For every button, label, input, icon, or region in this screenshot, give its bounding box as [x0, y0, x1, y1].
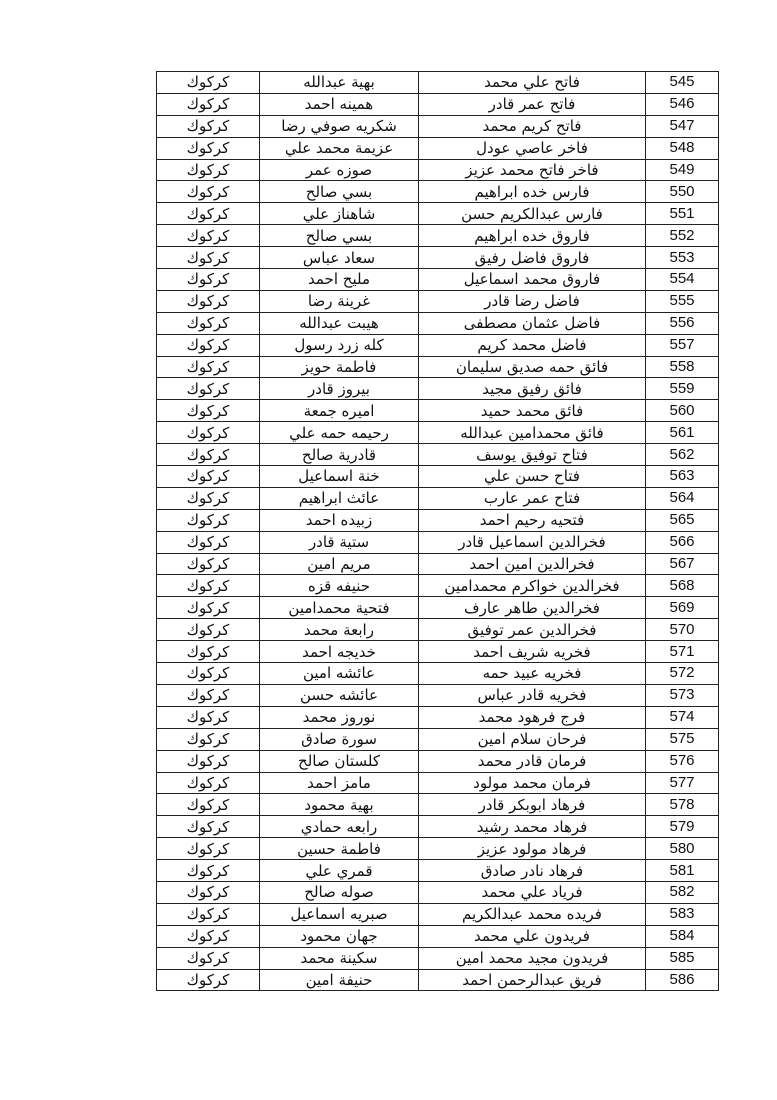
- row-number-cell: 547: [646, 115, 719, 137]
- mother-name-cell: رابعة محمد: [260, 619, 419, 641]
- mother-name-cell: بهية عبدالله: [260, 72, 419, 94]
- table-row: [157, 706, 719, 728]
- table-row: [157, 838, 719, 860]
- row-number-cell: 575: [646, 728, 719, 750]
- mother-name-cell: همينه احمد: [260, 93, 419, 115]
- table-row: [157, 334, 719, 356]
- row-number-cell: 586: [646, 969, 719, 991]
- full-name-cell: فارس خده ابراهيم: [419, 181, 646, 203]
- city-cell: كركوك: [157, 772, 260, 794]
- table-row: [157, 816, 719, 838]
- full-name-cell: فاتح كريم محمد: [419, 115, 646, 137]
- city-cell: كركوك: [157, 72, 260, 94]
- full-name-cell: فريده محمد عبدالكريم: [419, 903, 646, 925]
- city-cell: كركوك: [157, 969, 260, 991]
- table-row: [157, 684, 719, 706]
- full-name-cell: فخرالدين اسماعيل قادر: [419, 531, 646, 553]
- full-name-cell: فخريه قادر عباس: [419, 684, 646, 706]
- row-number-cell: 566: [646, 531, 719, 553]
- city-cell: كركوك: [157, 334, 260, 356]
- full-name-cell: فرمان محمد مولود: [419, 772, 646, 794]
- full-name-cell: فاروق محمد اسماعيل: [419, 269, 646, 291]
- table-row: [157, 159, 719, 181]
- table-row: [157, 728, 719, 750]
- row-number-cell: 563: [646, 466, 719, 488]
- full-name-cell: فائق حمه صديق سليمان: [419, 356, 646, 378]
- full-name-cell: فرهاد ابوبكر قادر: [419, 794, 646, 816]
- city-cell: كركوك: [157, 509, 260, 531]
- row-number-cell: 562: [646, 444, 719, 466]
- full-name-cell: فاروق خده ابراهيم: [419, 225, 646, 247]
- city-cell: كركوك: [157, 816, 260, 838]
- row-number-cell: 546: [646, 93, 719, 115]
- mother-name-cell: فاطمة حسين: [260, 838, 419, 860]
- city-cell: كركوك: [157, 93, 260, 115]
- row-number-cell: 548: [646, 137, 719, 159]
- table-row: [157, 575, 719, 597]
- row-number-cell: 549: [646, 159, 719, 181]
- mother-name-cell: غرينة رضا: [260, 290, 419, 312]
- table-row: [157, 444, 719, 466]
- city-cell: كركوك: [157, 553, 260, 575]
- city-cell: كركوك: [157, 181, 260, 203]
- table-row: [157, 203, 719, 225]
- table-row: [157, 290, 719, 312]
- city-cell: كركوك: [157, 663, 260, 685]
- table-row: [157, 531, 719, 553]
- full-name-cell: فتحيه رحيم احمد: [419, 509, 646, 531]
- city-cell: كركوك: [157, 619, 260, 641]
- table-row: [157, 881, 719, 903]
- table-row: [157, 794, 719, 816]
- row-number-cell: 551: [646, 203, 719, 225]
- row-number-cell: 583: [646, 903, 719, 925]
- city-cell: كركوك: [157, 422, 260, 444]
- row-number-cell: 576: [646, 750, 719, 772]
- city-cell: كركوك: [157, 290, 260, 312]
- city-cell: كركوك: [157, 225, 260, 247]
- row-number-cell: 555: [646, 290, 719, 312]
- mother-name-cell: كلستان صالح: [260, 750, 419, 772]
- city-cell: كركوك: [157, 466, 260, 488]
- table-row: [157, 466, 719, 488]
- city-cell: كركوك: [157, 794, 260, 816]
- full-name-cell: فتاح توفيق يوسف: [419, 444, 646, 466]
- table-row: [157, 269, 719, 291]
- full-name-cell: فتاح حسن علي: [419, 466, 646, 488]
- city-cell: كركوك: [157, 159, 260, 181]
- mother-name-cell: كله زرد رسول: [260, 334, 419, 356]
- mother-name-cell: اميره جمعة: [260, 400, 419, 422]
- row-number-cell: 570: [646, 619, 719, 641]
- mother-name-cell: سعاد عباس: [260, 247, 419, 269]
- row-number-cell: 561: [646, 422, 719, 444]
- table-row: [157, 597, 719, 619]
- table-row: [157, 181, 719, 203]
- full-name-cell: فرياد علي محمد: [419, 881, 646, 903]
- mother-name-cell: خديجه احمد: [260, 641, 419, 663]
- mother-name-cell: بسي صالح: [260, 181, 419, 203]
- roster-body: [157, 72, 719, 991]
- city-cell: كركوك: [157, 575, 260, 597]
- city-cell: كركوك: [157, 400, 260, 422]
- table-row: [157, 772, 719, 794]
- row-number-cell: 553: [646, 247, 719, 269]
- full-name-cell: فرحان سلام امين: [419, 728, 646, 750]
- mother-name-cell: مريم امين: [260, 553, 419, 575]
- row-number-cell: 554: [646, 269, 719, 291]
- city-cell: كركوك: [157, 728, 260, 750]
- full-name-cell: فاضل محمد كريم: [419, 334, 646, 356]
- table-row: [157, 137, 719, 159]
- mother-name-cell: ستية قادر: [260, 531, 419, 553]
- row-number-cell: 580: [646, 838, 719, 860]
- full-name-cell: فخرالدين طاهر عارف: [419, 597, 646, 619]
- table-row: [157, 969, 719, 991]
- row-number-cell: 545: [646, 72, 719, 94]
- mother-name-cell: عائث ابراهيم: [260, 487, 419, 509]
- mother-name-cell: بيروز قادر: [260, 378, 419, 400]
- mother-name-cell: بسي صالح: [260, 225, 419, 247]
- row-number-cell: 567: [646, 553, 719, 575]
- full-name-cell: فائق رفيق مجيد: [419, 378, 646, 400]
- roster-table: [156, 71, 719, 991]
- table-row: [157, 750, 719, 772]
- table-row: [157, 356, 719, 378]
- row-number-cell: 573: [646, 684, 719, 706]
- mother-name-cell: سورة صادق: [260, 728, 419, 750]
- row-number-cell: 577: [646, 772, 719, 794]
- full-name-cell: فارس عبدالكريم حسن: [419, 203, 646, 225]
- city-cell: كركوك: [157, 684, 260, 706]
- table-row: [157, 225, 719, 247]
- mother-name-cell: فاطمة حويز: [260, 356, 419, 378]
- city-cell: كركوك: [157, 115, 260, 137]
- table-row: [157, 860, 719, 882]
- row-number-cell: 579: [646, 816, 719, 838]
- full-name-cell: فخريه شريف احمد: [419, 641, 646, 663]
- table-row: [157, 925, 719, 947]
- table-row: [157, 947, 719, 969]
- row-number-cell: 569: [646, 597, 719, 619]
- full-name-cell: فريق عبدالرحمن احمد: [419, 969, 646, 991]
- city-cell: كركوك: [157, 750, 260, 772]
- roster-sheet: [156, 71, 714, 991]
- mother-name-cell: عائشه امين: [260, 663, 419, 685]
- mother-name-cell: حنيفه قزه: [260, 575, 419, 597]
- city-cell: كركوك: [157, 356, 260, 378]
- city-cell: كركوك: [157, 487, 260, 509]
- full-name-cell: فتاح عمر عارب: [419, 487, 646, 509]
- city-cell: كركوك: [157, 444, 260, 466]
- city-cell: كركوك: [157, 947, 260, 969]
- row-number-cell: 578: [646, 794, 719, 816]
- mother-name-cell: زبيده احمد: [260, 509, 419, 531]
- table-row: [157, 312, 719, 334]
- city-cell: كركوك: [157, 597, 260, 619]
- mother-name-cell: صوله صالح: [260, 881, 419, 903]
- mother-name-cell: عائشه حسن: [260, 684, 419, 706]
- mother-name-cell: نوروز محمد: [260, 706, 419, 728]
- full-name-cell: فريدون علي محمد: [419, 925, 646, 947]
- row-number-cell: 574: [646, 706, 719, 728]
- mother-name-cell: سكينة محمد: [260, 947, 419, 969]
- mother-name-cell: جهان محمود: [260, 925, 419, 947]
- mother-name-cell: بهية محمود: [260, 794, 419, 816]
- table-row: [157, 72, 719, 94]
- row-number-cell: 565: [646, 509, 719, 531]
- city-cell: كركوك: [157, 706, 260, 728]
- mother-name-cell: فتحية محمدامين: [260, 597, 419, 619]
- row-number-cell: 568: [646, 575, 719, 597]
- table-row: [157, 663, 719, 685]
- table-row: [157, 400, 719, 422]
- full-name-cell: فرج فرهود محمد: [419, 706, 646, 728]
- table-row: [157, 422, 719, 444]
- mother-name-cell: خنة اسماعيل: [260, 466, 419, 488]
- full-name-cell: فاروق فاضل رفيق: [419, 247, 646, 269]
- full-name-cell: فخرالدين خواكرم محمدامين: [419, 575, 646, 597]
- table-row: [157, 641, 719, 663]
- full-name-cell: فاخر فاتح محمد عزيز: [419, 159, 646, 181]
- city-cell: كركوك: [157, 269, 260, 291]
- mother-name-cell: مامز احمد: [260, 772, 419, 794]
- mother-name-cell: صبريه اسماعيل: [260, 903, 419, 925]
- mother-name-cell: رحيمه حمه علي: [260, 422, 419, 444]
- table-row: [157, 247, 719, 269]
- row-number-cell: 559: [646, 378, 719, 400]
- mother-name-cell: عزيمة محمد علي: [260, 137, 419, 159]
- row-number-cell: 564: [646, 487, 719, 509]
- full-name-cell: فاخر عاصي عودل: [419, 137, 646, 159]
- city-cell: كركوك: [157, 247, 260, 269]
- table-row: [157, 93, 719, 115]
- mother-name-cell: مليح احمد: [260, 269, 419, 291]
- full-name-cell: فرهاد محمد رشيد: [419, 816, 646, 838]
- table-row: [157, 115, 719, 137]
- full-name-cell: فخرالدين عمر توفيق: [419, 619, 646, 641]
- full-name-cell: فاتح علي محمد: [419, 72, 646, 94]
- table-row: [157, 553, 719, 575]
- mother-name-cell: شكريه صوفي رضا: [260, 115, 419, 137]
- full-name-cell: فاتح عمر قادر: [419, 93, 646, 115]
- full-name-cell: فرهاد نادر صادق: [419, 860, 646, 882]
- full-name-cell: فائق محمدامين عبدالله: [419, 422, 646, 444]
- city-cell: كركوك: [157, 860, 260, 882]
- row-number-cell: 558: [646, 356, 719, 378]
- row-number-cell: 585: [646, 947, 719, 969]
- city-cell: كركوك: [157, 925, 260, 947]
- mother-name-cell: صوزه عمر: [260, 159, 419, 181]
- row-number-cell: 571: [646, 641, 719, 663]
- table-row: [157, 509, 719, 531]
- city-cell: كركوك: [157, 838, 260, 860]
- row-number-cell: 556: [646, 312, 719, 334]
- mother-name-cell: هيبت عبدالله: [260, 312, 419, 334]
- full-name-cell: فائق محمد حميد: [419, 400, 646, 422]
- full-name-cell: فخريه عبيد حمه: [419, 663, 646, 685]
- table-row: [157, 903, 719, 925]
- row-number-cell: 552: [646, 225, 719, 247]
- row-number-cell: 550: [646, 181, 719, 203]
- mother-name-cell: حنيفة امين: [260, 969, 419, 991]
- city-cell: كركوك: [157, 641, 260, 663]
- row-number-cell: 560: [646, 400, 719, 422]
- city-cell: كركوك: [157, 903, 260, 925]
- row-number-cell: 557: [646, 334, 719, 356]
- city-cell: كركوك: [157, 312, 260, 334]
- mother-name-cell: قمري علي: [260, 860, 419, 882]
- full-name-cell: فرهاد مولود عزيز: [419, 838, 646, 860]
- full-name-cell: فاضل عثمان مصطفى: [419, 312, 646, 334]
- row-number-cell: 581: [646, 860, 719, 882]
- full-name-cell: فرمان قادر محمد: [419, 750, 646, 772]
- table-row: [157, 378, 719, 400]
- mother-name-cell: رابعه حمادي: [260, 816, 419, 838]
- full-name-cell: فريدون مجيد محمد امين: [419, 947, 646, 969]
- row-number-cell: 582: [646, 881, 719, 903]
- table-row: [157, 487, 719, 509]
- city-cell: كركوك: [157, 203, 260, 225]
- mother-name-cell: قادرية صالح: [260, 444, 419, 466]
- table-row: [157, 619, 719, 641]
- full-name-cell: فخرالدين امين احمد: [419, 553, 646, 575]
- city-cell: كركوك: [157, 531, 260, 553]
- row-number-cell: 572: [646, 663, 719, 685]
- city-cell: كركوك: [157, 137, 260, 159]
- mother-name-cell: شاهناز علي: [260, 203, 419, 225]
- row-number-cell: 584: [646, 925, 719, 947]
- full-name-cell: فاضل رضا قادر: [419, 290, 646, 312]
- city-cell: كركوك: [157, 378, 260, 400]
- city-cell: كركوك: [157, 881, 260, 903]
